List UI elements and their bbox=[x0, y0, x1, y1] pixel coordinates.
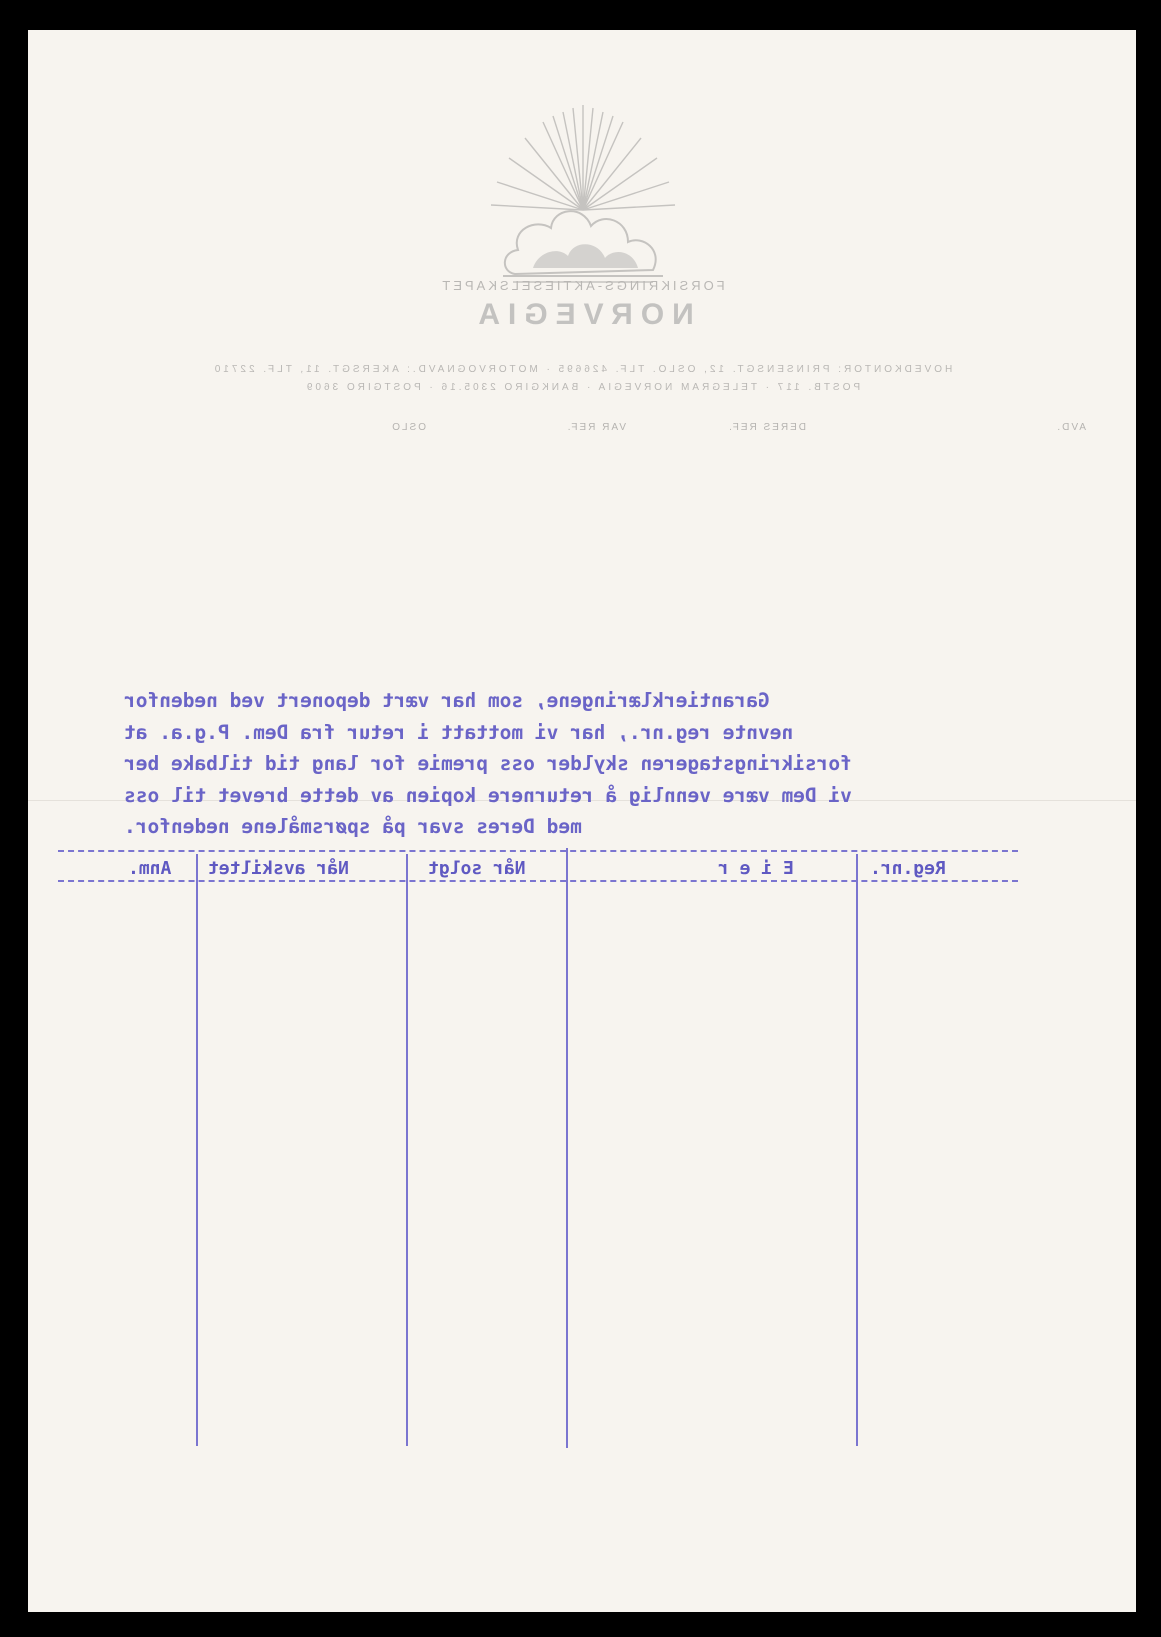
var-ref-label: VAR REF. bbox=[565, 422, 626, 433]
table-top-rule bbox=[58, 850, 1018, 852]
avd-label: AVD. bbox=[1055, 422, 1086, 433]
column-divider bbox=[566, 848, 568, 1448]
address-line-1: HOVEDKONTOR: PRINSENSGT. 12, OSLO. TLF. 426695 · MOTORVOGNAVD.: AKERSGT. 11, TLF. 22710 bbox=[211, 364, 953, 375]
company-line: FORSIKRINGS-AKTIESELSKAPET bbox=[439, 278, 725, 293]
header-nar-avskiltet: Når avskiltet bbox=[208, 858, 349, 879]
header-reg-nr: Reg.nr. bbox=[870, 858, 946, 879]
header-eier: E i e r bbox=[718, 858, 794, 879]
company-name: NORVEGIA bbox=[470, 298, 694, 331]
column-divider bbox=[196, 854, 198, 1446]
column-divider bbox=[406, 854, 408, 1446]
header-anm: Anm. bbox=[128, 858, 172, 879]
body-line: Garantierklæringene, som har vært deponert ved nedenfor bbox=[124, 689, 770, 712]
address-line-2: POSTB. 117 · TELEGRAM NORVEGIA · BANKGIRO 2305.16 · POSTGIRO 3609 bbox=[303, 382, 861, 393]
body-line: vi Dem være vennlig å returnere kopien av dette brevet til oss bbox=[124, 783, 852, 807]
letter-page bbox=[28, 30, 1136, 1612]
deres-ref-label: DERES REF. bbox=[727, 422, 806, 433]
body-line: forsikringstageren skylder oss premie for lang tid tilbake ber bbox=[124, 752, 852, 775]
norvegia-sunburst-logo bbox=[483, 100, 683, 295]
body-line: med Deres svar på spørsmålene nedenfor. bbox=[124, 815, 582, 838]
letter-body bbox=[124, 685, 1004, 843]
body-line: nevnte reg.nr., har vi mottatt i retur fra Dem. P.g.a. at bbox=[124, 720, 794, 744]
reference-row bbox=[28, 422, 1136, 452]
column-divider bbox=[856, 854, 858, 1446]
oslo-label: OSLO bbox=[390, 422, 426, 433]
header-nar-solgt: Når solgt bbox=[428, 858, 526, 879]
